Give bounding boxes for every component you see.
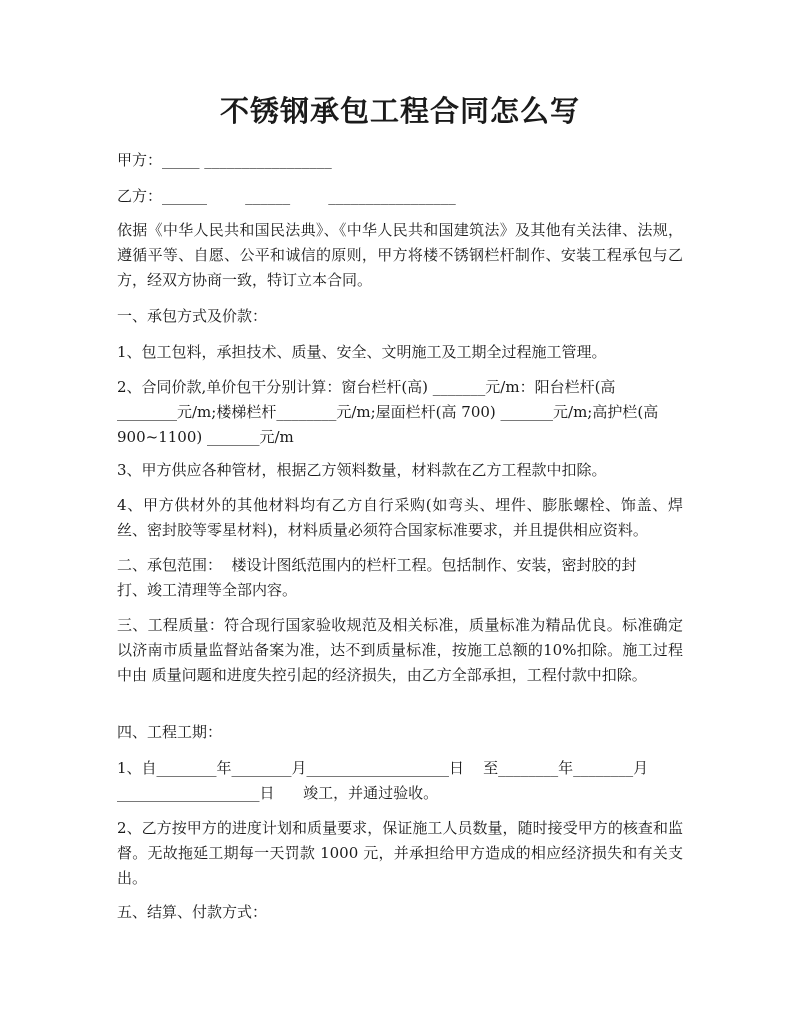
section-2-line: 二、承包范围： 楼设计图纸范围内的栏杆工程。包括制作、安装，密封胶的封 [117, 556, 637, 574]
party-b-line: 乙方：______ ______ _________________ [117, 187, 456, 205]
section-4-item-2: 2、乙方按甲方的进度计划和质量要求，保证施工人员数量，随时接受甲方的核查和监督。无故拖延工期每一天罚款 1000 元，并承担给甲方造成的相应经济损失和有关支出。 [117, 819, 683, 887]
section-1-heading: 一、承包方式及价款： [117, 307, 268, 325]
document-title: 不锈钢承包工程合同怎么写 [219, 94, 580, 128]
section-4-heading: 四、工程工期： [117, 723, 223, 741]
section-1-item-1: 1、包工包料，承担技术、质量、安全、文明施工及工期全过程施工管理。 [117, 343, 607, 361]
section-4-item-1-line: ___________________日 竣工，并通过验收。 [117, 784, 439, 802]
section-1-item-4: 4、甲方供材外的其他材料均有乙方自行采购(如弯头、埋件、膨胀螺栓、饰盖、焊丝、密封胶等零星材料)，材料质量必须符合国家标准要求，并且提供相应资料。 [117, 496, 683, 539]
section-2-paragraph [117, 553, 683, 603]
section-1-item-2-line: 2、合同价款,单价包干分别计算：窗台栏杆(高) _______元/m：阳台栏杆(高 [117, 378, 616, 396]
section-1-item-2 [117, 375, 683, 450]
section-3-paragraph: 三、工程质量：符合现行国家验收规范及相关标准，质量标准为精品优良。标准确定以济南市质量监督站备案为准，达不到质量标准，按施工总额的10%扣除。施工过程中由 质量问题和进度失控引起的经济损失，由乙方全部承担，工程付款中扣除。 [117, 616, 683, 684]
section-4-item-1 [117, 756, 683, 806]
intro-paragraph: 依据《中华人民共和国民法典》、《中华人民共和国建筑法》及其他有关法律、法规，遵循平等、自愿、公平和诚信的原则，甲方将楼不锈钢栏杆制作、安装工程承包与乙方，经双方协商一致，特订立本合同。 [117, 221, 683, 289]
section-1-item-2-line: ________元/m;楼梯栏杆________元/m;屋面栏杆(高 700) _______元/m;高护栏(高 [117, 403, 659, 421]
section-1-item-2-line: 900~1100) _______元/m [117, 428, 294, 446]
section-5-heading: 五、结算、付款方式： [117, 903, 268, 921]
section-1-item-3: 3、甲方供应各种管材，根据乙方领料数量，材料款在乙方工程款中扣除。 [117, 461, 607, 479]
section-4-item-1-line: 1、自________年________月___________________日 至________年________月 [117, 759, 649, 777]
section-2-line: 打、竣工清理等全部内容。 [117, 581, 298, 599]
party-a-line: 甲方：_____ _________________ [117, 151, 332, 169]
